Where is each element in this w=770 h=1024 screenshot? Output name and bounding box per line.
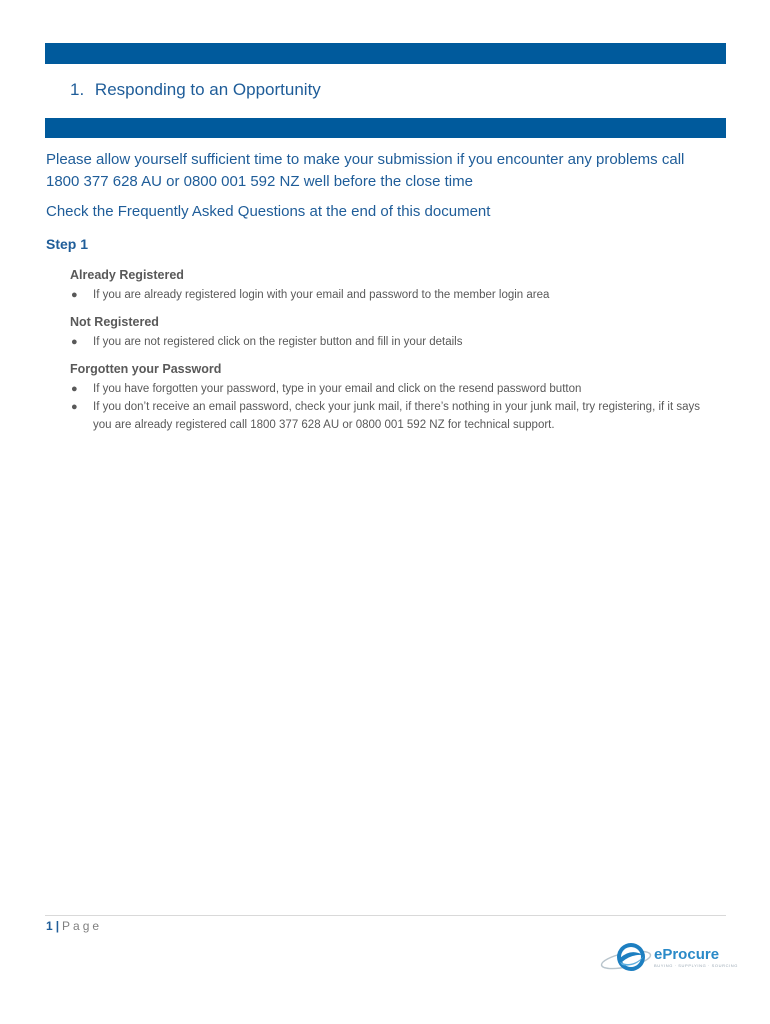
subhead-already-registered: Already Registered bbox=[70, 268, 184, 282]
bullet-list-not-registered bbox=[70, 333, 700, 351]
page-separator: | bbox=[55, 919, 60, 933]
middle-blue-band bbox=[45, 118, 726, 138]
list-item-text: If you are already registered login with your email and password to the member login area bbox=[93, 289, 550, 301]
list-item bbox=[70, 333, 700, 351]
top-blue-band bbox=[45, 43, 726, 64]
section-title: Responding to an Opportunity bbox=[94, 80, 321, 99]
list-item-text: If you are not registered click on the register button and fill in your details bbox=[93, 336, 463, 348]
page-footer bbox=[46, 919, 102, 933]
section-heading bbox=[70, 80, 321, 100]
footer-divider bbox=[45, 915, 726, 916]
section-number: 1. bbox=[70, 80, 85, 99]
logo-tagline: BUYING · SUPPLYING · SOURCING bbox=[654, 963, 739, 968]
bullet-icon: ● bbox=[71, 383, 78, 395]
list-item bbox=[70, 380, 700, 398]
bullet-icon: ● bbox=[71, 401, 78, 413]
bullet-icon: ● bbox=[71, 289, 78, 301]
list-item-text: If you have forgotten your password, type in your email and click on the resend password button bbox=[93, 383, 582, 395]
page-word: Page bbox=[62, 919, 103, 933]
list-item bbox=[70, 398, 700, 434]
faq-note: Check the Frequently Asked Questions at the end of this document bbox=[46, 203, 491, 220]
bullet-list-forgotten-password bbox=[70, 380, 700, 434]
step-label: Step 1 bbox=[46, 236, 89, 252]
subhead-forgotten-password: Forgotten your Password bbox=[70, 362, 222, 376]
list-item bbox=[70, 286, 700, 304]
bullet-list-already-registered bbox=[70, 286, 700, 304]
list-item-text: If you don’t receive an email password, check your junk mail, if there’s nothing in your junk mail, try registering, if it says you are already registered call 1800 377 628 AU or 0800 001 592 NZ for technical support. bbox=[93, 401, 701, 431]
intro-paragraph: Please allow yourself sufficient time to make your submission if you encounter any problems call 1800 377 628 AU or 0800 001 592 NZ well before the close time bbox=[46, 151, 685, 190]
bullet-icon: ● bbox=[71, 336, 78, 348]
page-number: 1 bbox=[46, 919, 53, 933]
logo-text: eProcure bbox=[654, 946, 720, 963]
subhead-not-registered: Not Registered bbox=[70, 315, 159, 329]
